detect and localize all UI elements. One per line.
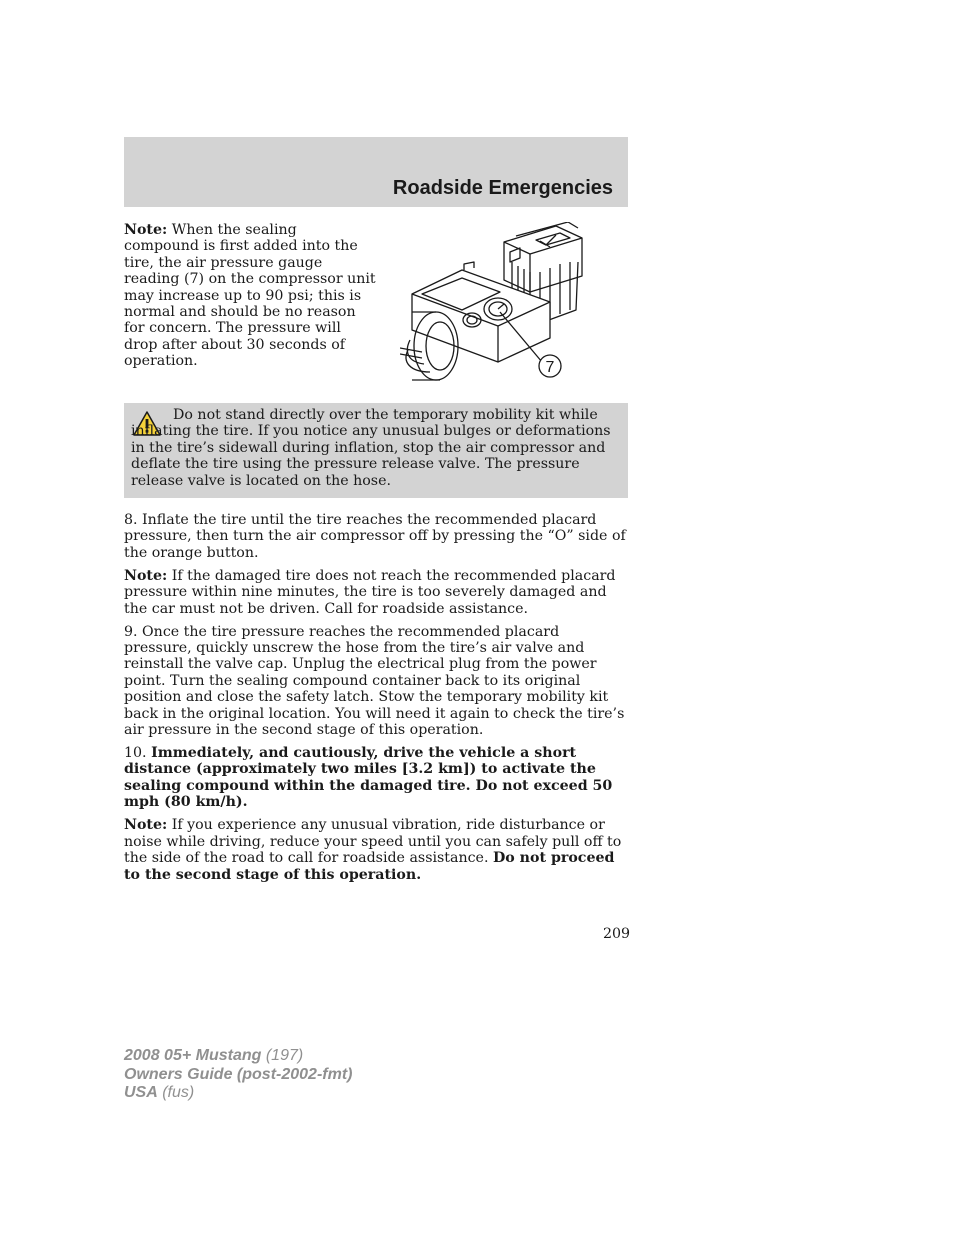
note-label: Note: xyxy=(124,817,168,834)
note-text: If the damaged tire does not reach the recommended placard pressure within nine minutes, the tire is too severely damaged and the car must not be driven. Call for roadside assistance. xyxy=(124,567,616,617)
compressor-unit-icon xyxy=(400,222,590,387)
note-paragraph-2 xyxy=(124,568,630,617)
warning-text: Do not stand directly over the temporary mobility kit while inflating the tire. If you notice any unusual bulges or deformations in the tire’s sidewall during inflation, stop the air compressor and deflate the tire using the pressure release valve. The pressure release valve is located on the hose. xyxy=(131,407,611,489)
warning-box xyxy=(124,403,628,498)
step-text: Immediately, and cautiously, drive the vehicle a short distance (approximately two miles [3.2 km]) to activate the sealing compound within the damaged tire. Do not exceed 50 mph (80 km/h). xyxy=(124,745,613,811)
note-paragraph-3 xyxy=(124,817,630,883)
section-title: Roadside Emergencies xyxy=(392,177,613,199)
section-header xyxy=(124,137,628,207)
note-label: Note: xyxy=(124,222,168,238)
footer-model: 2008 05+ Mustang xyxy=(124,1047,262,1064)
footer-region: USA xyxy=(124,1084,158,1101)
compressor-illustration xyxy=(400,222,590,387)
document-footer xyxy=(124,1047,352,1103)
note-bold-text: Do not proceed to the second stage of this operation. xyxy=(124,850,615,883)
body-text xyxy=(124,512,630,890)
note-text: If you experience any unusual vibration, ride disturbance or noise while driving, reduce your speed until you can safely pull off to the side of the road to call for roadside assistance. xyxy=(124,817,622,867)
note-paragraph-1 xyxy=(124,222,376,370)
note-text: When the sealing compound is first added into the tire, the air pressure gauge reading (7) on the compressor unit may increase up to 90 psi; this is normal and should be no reason for concern. The pressure will drop after about 30 seconds of operation. xyxy=(124,222,376,370)
page-number: 209 xyxy=(603,926,631,942)
step-8-paragraph: 8. Inflate the tire until the tire reaches the recommended placard pressure, then turn the air compressor off by pressing the “O” side of the orange button. xyxy=(124,512,626,561)
step-10-paragraph xyxy=(124,745,630,811)
note-label: Note: xyxy=(124,567,168,584)
footer-guide: Owners Guide (post-2002-fmt) xyxy=(124,1065,353,1083)
footer-region-code: (fus) xyxy=(157,1084,195,1101)
footer-line-1 xyxy=(124,1047,352,1066)
figure-callout: 7 xyxy=(545,359,555,376)
step-number: 10. xyxy=(124,745,152,762)
footer-line-3 xyxy=(124,1084,352,1103)
footer-model-code: (197) xyxy=(261,1047,304,1064)
footer-line-2 xyxy=(124,1066,352,1085)
step-9-paragraph: 9. Once the tire pressure reaches the recommended placard pressure, quickly unscrew the hose from the tire’s air valve and reinstall the valve cap. Unplug the electrical plug from the power point. Turn the sealing compound container back to its original position and close the safety latch. Stow the temporary mobility kit back in the original location. You will need it again to check the tire’s air pressure in the second stage of this operation. xyxy=(124,623,625,739)
